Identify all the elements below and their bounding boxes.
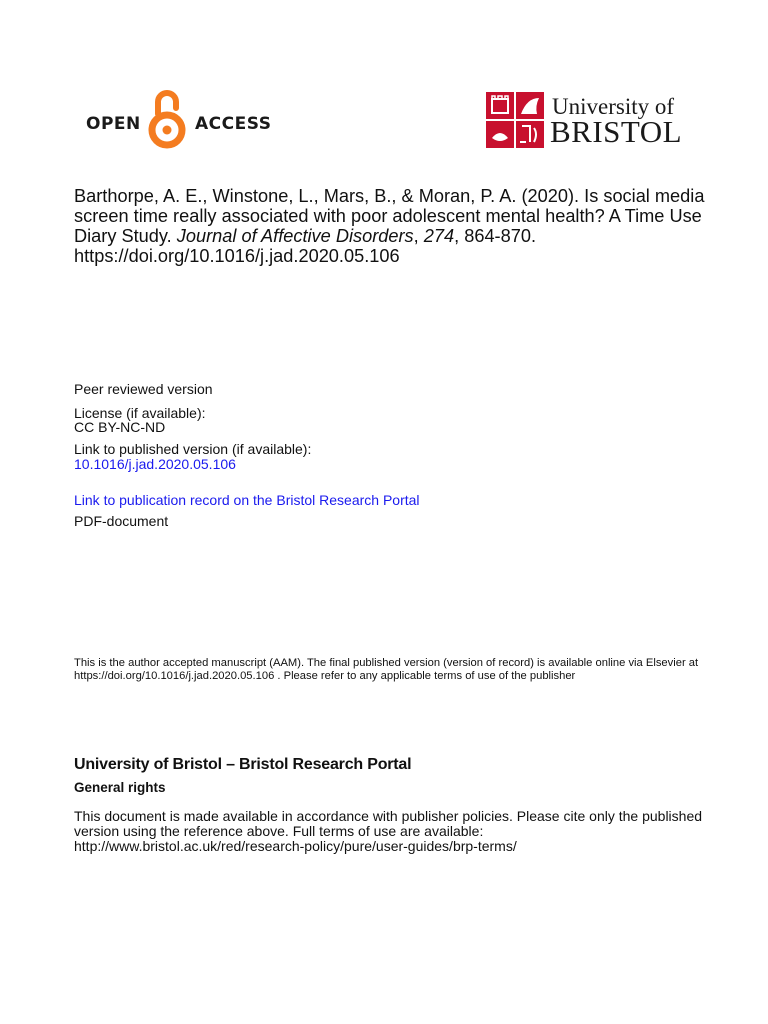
bristol-logo-line2: BRISTOL xyxy=(550,114,683,149)
portal-heading: University of Bristol – Bristol Research Portal xyxy=(74,756,412,773)
citation-separator: , xyxy=(413,226,424,246)
format-label: PDF-document xyxy=(74,513,169,529)
citation-volume: 274 xyxy=(423,226,455,246)
open-lock-icon xyxy=(144,88,190,150)
open-access-open-word: OPEN xyxy=(86,114,141,134)
published-version-link[interactable]: 10.1016/j.jad.2020.05.106 xyxy=(74,456,236,472)
bristol-logo-line1: University of xyxy=(552,94,675,119)
citation-pages-doi: , 864-870. https://doi.org/10.1016/j.jad.2020.05.106 xyxy=(74,226,537,266)
license-value: CC BY-NC-ND xyxy=(74,419,166,435)
open-access-access-word: ACCESS xyxy=(195,114,272,134)
university-of-bristol-logo xyxy=(486,92,686,152)
citation xyxy=(74,186,714,266)
open-access-logo xyxy=(86,88,272,150)
citation-authors-title: Barthorpe, A. E., Winstone, L., Mars, B., & Moran, P. A. (2020). Is social media screen time really associated with poor adolescent mental health? A Time Use Diary Study. xyxy=(74,186,705,246)
general-rights-text: This document is made available in accordance with publisher policies. Please cite only the published version using the reference above. Full terms of use are available: http://www.bristol.ac.uk/red/research-policy/pure/user-guides/brp-terms/ xyxy=(74,808,703,854)
license-label: License (if available): xyxy=(74,405,206,421)
version-label: Peer reviewed version xyxy=(74,381,213,397)
citation-journal: Journal of Affective Disorders xyxy=(176,226,414,246)
aam-note: This is the author accepted manuscript (AAM). The final published version (version of record) is available online via Elsevier at https://doi.org/10.1016/j.jad.2020.05.106 . Please refer to any applicable terms of use of the publisher xyxy=(74,657,699,682)
bristol-crest-icon xyxy=(486,92,544,148)
portal-record-link[interactable]: Link to publication record on the Bristol Research Portal xyxy=(74,492,420,508)
published-version-label: Link to published version (if available): xyxy=(74,441,312,457)
general-rights-heading: General rights xyxy=(74,780,166,795)
